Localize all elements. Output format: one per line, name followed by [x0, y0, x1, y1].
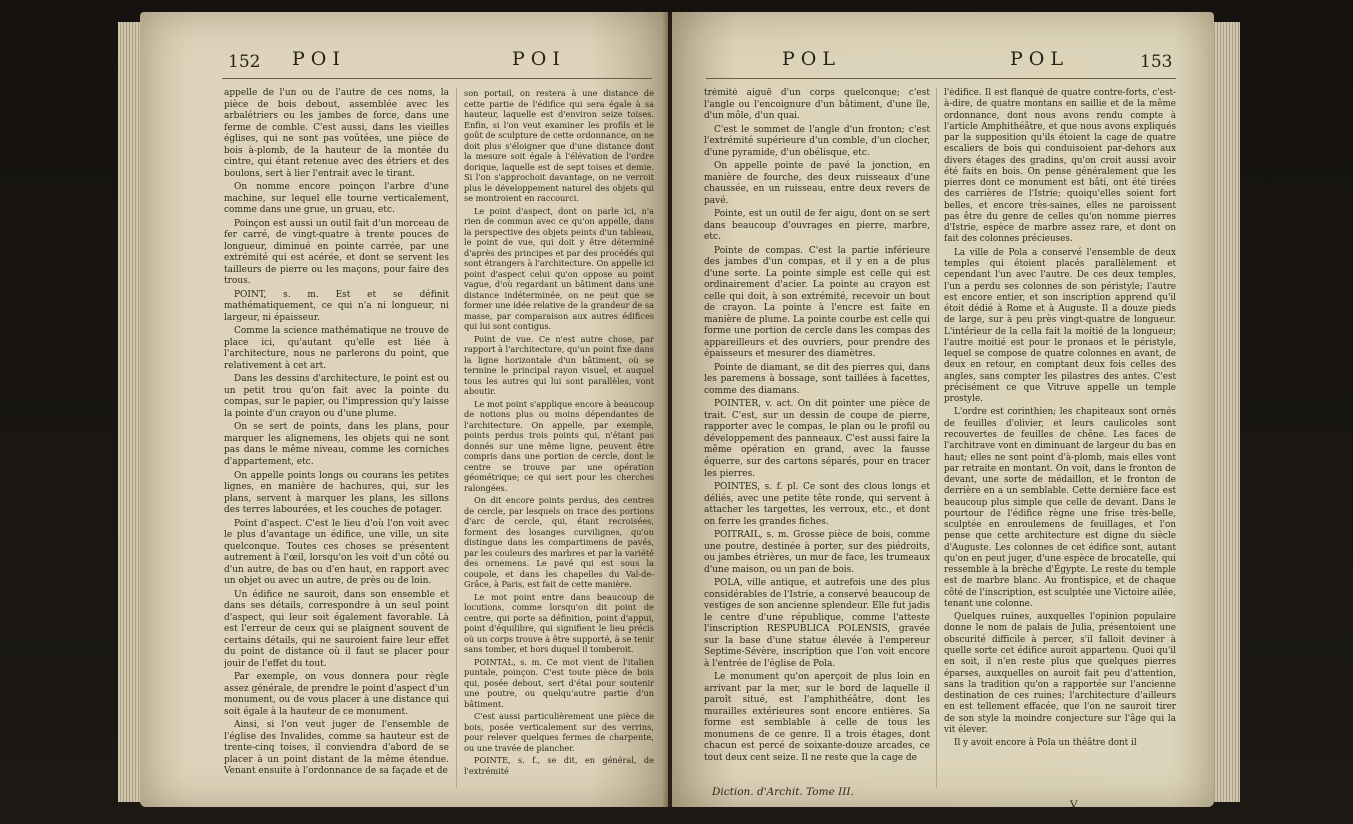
column-divider	[456, 88, 457, 788]
paragraph: POINTES, s. f. pl. Ce sont des clous longs et déliés, avec une petite tête ronde, qui servent à attacher les targettes, les verroux, etc., et dont on ferre les grandes fiches.	[704, 482, 930, 527]
paragraph: POLA, ville antique, et autrefois une des plus considérables de l'Istrie, a conservé beaucoup de vestiges de son ancienne splendeur. Elle fut jadis le centre d'une république, comme l'atteste l'inscription RESPUBLICA POLENSIS, gravée sur la base d'une statue élevée à l'empereur Septime-Sévère, inscription que l'on voit encore à l'entrée de l'église de Pola.	[704, 578, 930, 669]
paragraph: POINTAL, s. m. Ce mot vient de l'italien puntale, poinçon. C'est toute pièce de bois qui, posée debout, sert d'étai pour soutenir une poutre, ou quelqu'autre partie d'un bâtiment.	[464, 656, 654, 709]
footer-volume: Diction. d'Archit. Tome III.	[712, 786, 854, 798]
paragraph: Pointe, est un outil de fer aigu, dont on se sert dans beaucoup d'ouvrages en pierre, marbre, etc.	[704, 209, 930, 243]
paragraph: Par exemple, on vous donnera pour règle assez générale, de prendre le point d'aspect d'un monument, ou de vous placer à une distance qui soit égale à la hauteur de ce monument.	[224, 672, 449, 717]
paragraph: Ainsi, si l'on veut juger de l'ensemble de l'église des Invalides, comme sa hauteur est de trente-cinq toises, il conviendra d'abord de se placer à un point distant de la même étendue. Venant ensuite à l'ordonnance de sa façade et de	[224, 720, 449, 777]
paragraph: La ville de Pola a conservé l'ensemble de deux temples qui étoient placés parallèlement et cependant l'un avec l'autre. De ces deux temples, l'un a perdu ses colonnes de son péristyle; l'autre est encore entier, et son inscription apprend qu'il étoit dédié à Rome et à Auguste. Il a douze pieds de large, sur à peu près vingt-quatre de longueur. L'intérieur de la cella fait la moitié de la longueur; l'autre moitié est pour le pronaos et le péristyle, lequel se compose de quatre colonnes en avant, de deux en retour, en comptant deux fois celles des angles, sans compter les pilastres des antes. C'est précisément ce que Vitruve appelle un temple prostyle.	[944, 247, 1176, 405]
text-column-1	[224, 88, 449, 782]
left-page	[140, 12, 668, 807]
paragraph: l'édifice. Il est flanqué de quatre contre-forts, c'est-à-dire, de quatre montans en saillie et de la même ordonnance, dont nous avons rendu compte à l'article Amphithéâtre, et que nous avons expliqués par la supposition qu'ils étoient la cage de quatre escaliers de bois qui conduisoient par-dehors aux divers étages des gradins, qu'on croit aussi avoir été faits en bois. On pense généralement que les pierres dont ce monument est bâti, ont été tirées des carrières de l'Istrie; quoiqu'elles soient fort belles, et encore très-saines, elles ne paroissent pas être du genre de celles qu'on nomme pierres d'Istrie, espèce de marbre assez rare, et dont on fait des colonnes précieuses.	[944, 88, 1176, 245]
paragraph: son portail, on restera à une distance de cette partie de l'édifice qui sera égale à sa hauteur, laquelle est d'environ seize toises. Enfin, si l'on veut examiner les profils et le goût de sculpture de cette ordonnance, on ne doit plus s'éloigner que d'une distance dont la mesure soit égale à l'élévation de l'ordre dorique, laquelle est de sept toises et demie. Si l'on s'approchoit davantage, on ne verroit plus le développement naturel des objets qui se montroient en raccourci.	[464, 88, 654, 203]
paragraph: POITRAIL, s. m. Grosse pièce de bois, comme une poutre, destinée à porter, sur des piédroits, ou jambes étrières, un mur de face, les trumeaux d'une maison, ou un pan de bois.	[704, 530, 930, 575]
paragraph: On nomme encore poinçon l'arbre d'une machine, sur lequel elle tourne verticalement, comme dans une grue, un gruau, etc.	[224, 182, 449, 216]
running-head-left: POL	[782, 48, 841, 70]
header-rule	[706, 78, 1176, 79]
signature-mark: V	[1070, 799, 1078, 807]
running-head-right: POI	[512, 48, 566, 70]
header-rule	[222, 78, 652, 79]
paragraph: C'est le sommet de l'angle d'un fronton; c'est l'extrémité supérieure d'un comble, d'un clocher, d'une pyramide, d'un obélisque, etc.	[704, 124, 930, 158]
paragraph: Comme la science mathématique ne trouve de place ici, qu'autant qu'elle est liée à l'architecture, nous ne parlerons du point, que relativement à cet art.	[224, 326, 449, 371]
paragraph: On dit encore points perdus, des centres de cercle, par lesquels on trace des portions d'arc de cercle, qui, étant recroisées, forment des losanges curvilignes, qu'on distingue dans les compartimens de pavés, par les couleurs des marbres et par la variété des ornemens. Le pavé qui est sous la coupole, et dans les chapelles du Val-de-Grâce, à Paris, est fait de cette manière.	[464, 495, 654, 589]
paragraph: Pointe de diamant, se dit des pierres qui, dans les paremens à bossage, sont taillées à facettes, comme des diamans.	[704, 362, 930, 396]
paragraph: On appelle pointe de pavé la jonction, en manière de fourche, des deux ruisseaux d'une chaussée, en un ruisseau, entre deux revers de pavé.	[704, 161, 930, 206]
running-head-right: POL	[1010, 48, 1069, 70]
paragraph: Il y avoit encore à Pola un théâtre dont il	[954, 738, 1137, 749]
running-head-left: POI	[292, 48, 346, 70]
paragraph: POINTE, s. f., se dit, en général, de l'extrémité	[464, 755, 654, 776]
column-divider	[936, 88, 937, 788]
paragraph: Le point d'aspect, dont on parle ici, n'a rien de commun avec ce qu'on appelle, dans la perspective des objets peints d'un tableau, le point de vue, qui doit y être déterminé d'après des principes et par des procédés qui sont étrangers à l'architecture. On appelle ici point d'aspect celui qu'on oppose au point vague, d'où regardant un bâtiment dans une distance indéterminée, on ne peut que se former une idée relative de la grandeur de sa masse, par comparaison aux autres édifices qui lui sont contigus.	[464, 205, 654, 331]
paragraph: Quelques ruines, auxquelles l'opinion populaire donne le nom de palais de Julia, présentoient une obscurité difficile à percer, s'il falloit deviner à quelle sorte cet édifice auroit appartenu. Quoi qu'il en soit, il n'en reste plus que quelques pierres éparses, auxquelles on auroit fait peu d'attention, sans la tradition qu'on a rapportée sur l'ancienne destination de ces ruines; l'architecture d'ailleurs en est tellement effacée, que l'on ne sauroit tirer de son style la moindre conjecture sur l'âge qui la vit élever.	[944, 612, 1176, 735]
paragraph: C'est aussi particulièrement une pièce de bois, posée verticalement sur des verrins, pour relever quelques fermes de charpente, ou une travée de plancher.	[464, 711, 654, 753]
paragraph: Le monument qu'on aperçoit de plus loin en arrivant par la mer, sur le bord de laquelle il paroît situé, est l'amphithéâtre, dont les murailles extérieures sont encore entières. Sa forme est semblable à celle de tous les monumens de ce genre. Il a trois étages, dont chacun est percé de soixante-douze arcades, ce tout deux cent seize. Il ne reste que la cage de	[704, 672, 930, 763]
paragraph: appelle de l'un ou de l'autre de ces noms, la pièce de bois debout, assemblée avec les arbalétriers ou les jambes de force, dans une ferme de comble. C'est aussi, dans les vieilles églises, qui ne sont pas voûtées, une pièce de bois à-plomb, de la hauteur de la montée du cintre, qui étant retenue avec des étriers et des boulons, sert à lier l'entrait avec le tirant.	[224, 88, 449, 179]
paragraph: trémité aiguë d'un corps quelconque; c'est l'angle ou l'encoignure d'un bâtiment, d'une île, d'un môle, d'un quai.	[704, 88, 930, 122]
page-number: 153	[1140, 52, 1173, 72]
paragraph: Point d'aspect. C'est le lieu d'où l'on voit avec le plus d'avantage un édifice, une ville, un site quelconque. Toutes ces choses se présentent autrement à l'œil, lorsqu'on les voit d'un côté ou d'un autre, de bas ou d'en haut, en rapport avec un objet ou avec un autre, de près ou de loin.	[224, 518, 449, 587]
paragraph: On se sert de points, dans les plans, pour marquer les alignemens, les objets qui ne sont pas dans le même niveau, comme les corniches d'appartement, etc.	[224, 422, 449, 467]
page-edges-right	[1212, 22, 1240, 802]
paragraph: Le mot point entre dans beaucoup de locutions, comme lorsqu'on dit point de centre, qui porte sa définition, point d'appui, point d'équilibre, qui signifient le lieu précis où un corps trouve à être supporté, à se tenir sans tomber, et hors duquel il tomberoit.	[464, 591, 654, 654]
paragraph: Dans les dessins d'architecture, le point est ou un petit trou qu'on fait avec la pointe du compas, sur le papier, ou l'impression qu'y laisse la pointe d'un crayon ou d'une plume.	[224, 374, 449, 419]
paragraph: POINT, s. m. Est et se définit mathématiquement, ce qui n'a ni longueur, ni largeur, ni épaisseur.	[224, 289, 449, 323]
paragraph: Pointe de compas. C'est la partie inférieure des jambes d'un compas, et il y en a de plus d'une sorte. La pointe simple est celle qui est ordinairement d'acier. La pointe au crayon est celle qui doit, à son extrémité, recevoir un bout de crayon. La pointe à l'encre est faite en manière de plume. La pointe courbe est celle qui forme une portion de cercle dans les compas des appareilleurs et des ouvriers, pour prendre des épaisseurs et mesurer des diamètres.	[704, 245, 930, 360]
paragraph: L'ordre est corinthien; les chapiteaux sont ornés de feuilles d'olivier, et leurs caulicoles sont recouvertes de feuilles de chêne. Les faces de l'architrave vont en diminuant de largeur du bas en haut; elles ne sont point d'à-plomb, mais elles vont par retraite en montant. On voit, dans le fronton de devant, une sorte de médaillon, et le fronton de derrière en a un semblable. Cette dernière face est beaucoup plus simple que celle de devant. Dans le pourtour de l'édifice règne une frise très-belle, sculptée en enroulemens de feuillages, et l'on pense que cette architecture est digne du siècle d'Auguste. Les colonnes de cet édifice sont, autant qu'on en peut juger, d'une espèce de brocatelle, qui ressemble à la brèche d'Égypte. Le reste du temple est de marbre blanc. Au frontispice, et de chaque côté de l'inscription, est sculptée une Victoire ailée, tenant une colonne.	[944, 407, 1176, 609]
paragraph: Le mot point s'applique encore à beaucoup de notions plus ou moins dépendantes de l'architecture. On appelle, par exemple, points perdus trois points qui, n'étant pas donnés sur une même ligne, peuvent être compris dans une portion de cercle, dont le centre se trouve par une opération géométrique; ce qui sert pour les cherches ralongées.	[464, 398, 654, 493]
paragraph: Poinçon est aussi un outil fait d'un morceau de fer carré, de vingt-quatre à trente pouces de longueur, diminué en pointe carrée, par une extrémité qui est acérée, et dont se servent les tailleurs de pierre ou les maçons, pour faire des trous.	[224, 218, 449, 287]
page-edges-left	[118, 22, 142, 802]
right-page	[672, 12, 1214, 807]
paragraph: POINTER, v. act. On dit pointer une pièce de trait. C'est, sur un dessin de coupe de pierre, rapporter avec le compas, le plan ou le profil ou développement des panneaux. C'est aussi faire la même opération en grand, avec la fausse équerre, sur des cartons séparés, pour en tracer les pierres.	[704, 399, 930, 479]
text-column-2	[464, 88, 654, 782]
text-column-1	[704, 88, 930, 782]
paragraph: On appelle points longs ou courans les petites lignes, en manière de hachures, qui, sur les plans, servent à marquer les plans, les sillons des terres labourées, et les couches de potager.	[224, 470, 449, 516]
paragraph: Un édifice ne sauroit, dans son ensemble et dans ses détails, correspondre à un seul point d'aspect, qui leur soit également favorable. Là est l'erreur de ceux qui se plaignent souvent de certains détails, qui ne sauroient faire leur effet du point de distance où il faut se placer pour jouir de l'effet du tout.	[224, 589, 449, 669]
text-column-2	[944, 88, 1176, 782]
paragraph: Point de vue. Ce n'est autre chose, par rapport à l'architecture, qu'un point fixe dans la ligne horizontale d'un bâtiment, où se termine le principal rayon visuel, et auquel tous les autres qui lui sont parallèles, vont aboutir.	[464, 333, 654, 396]
page-number: 152	[228, 52, 261, 72]
